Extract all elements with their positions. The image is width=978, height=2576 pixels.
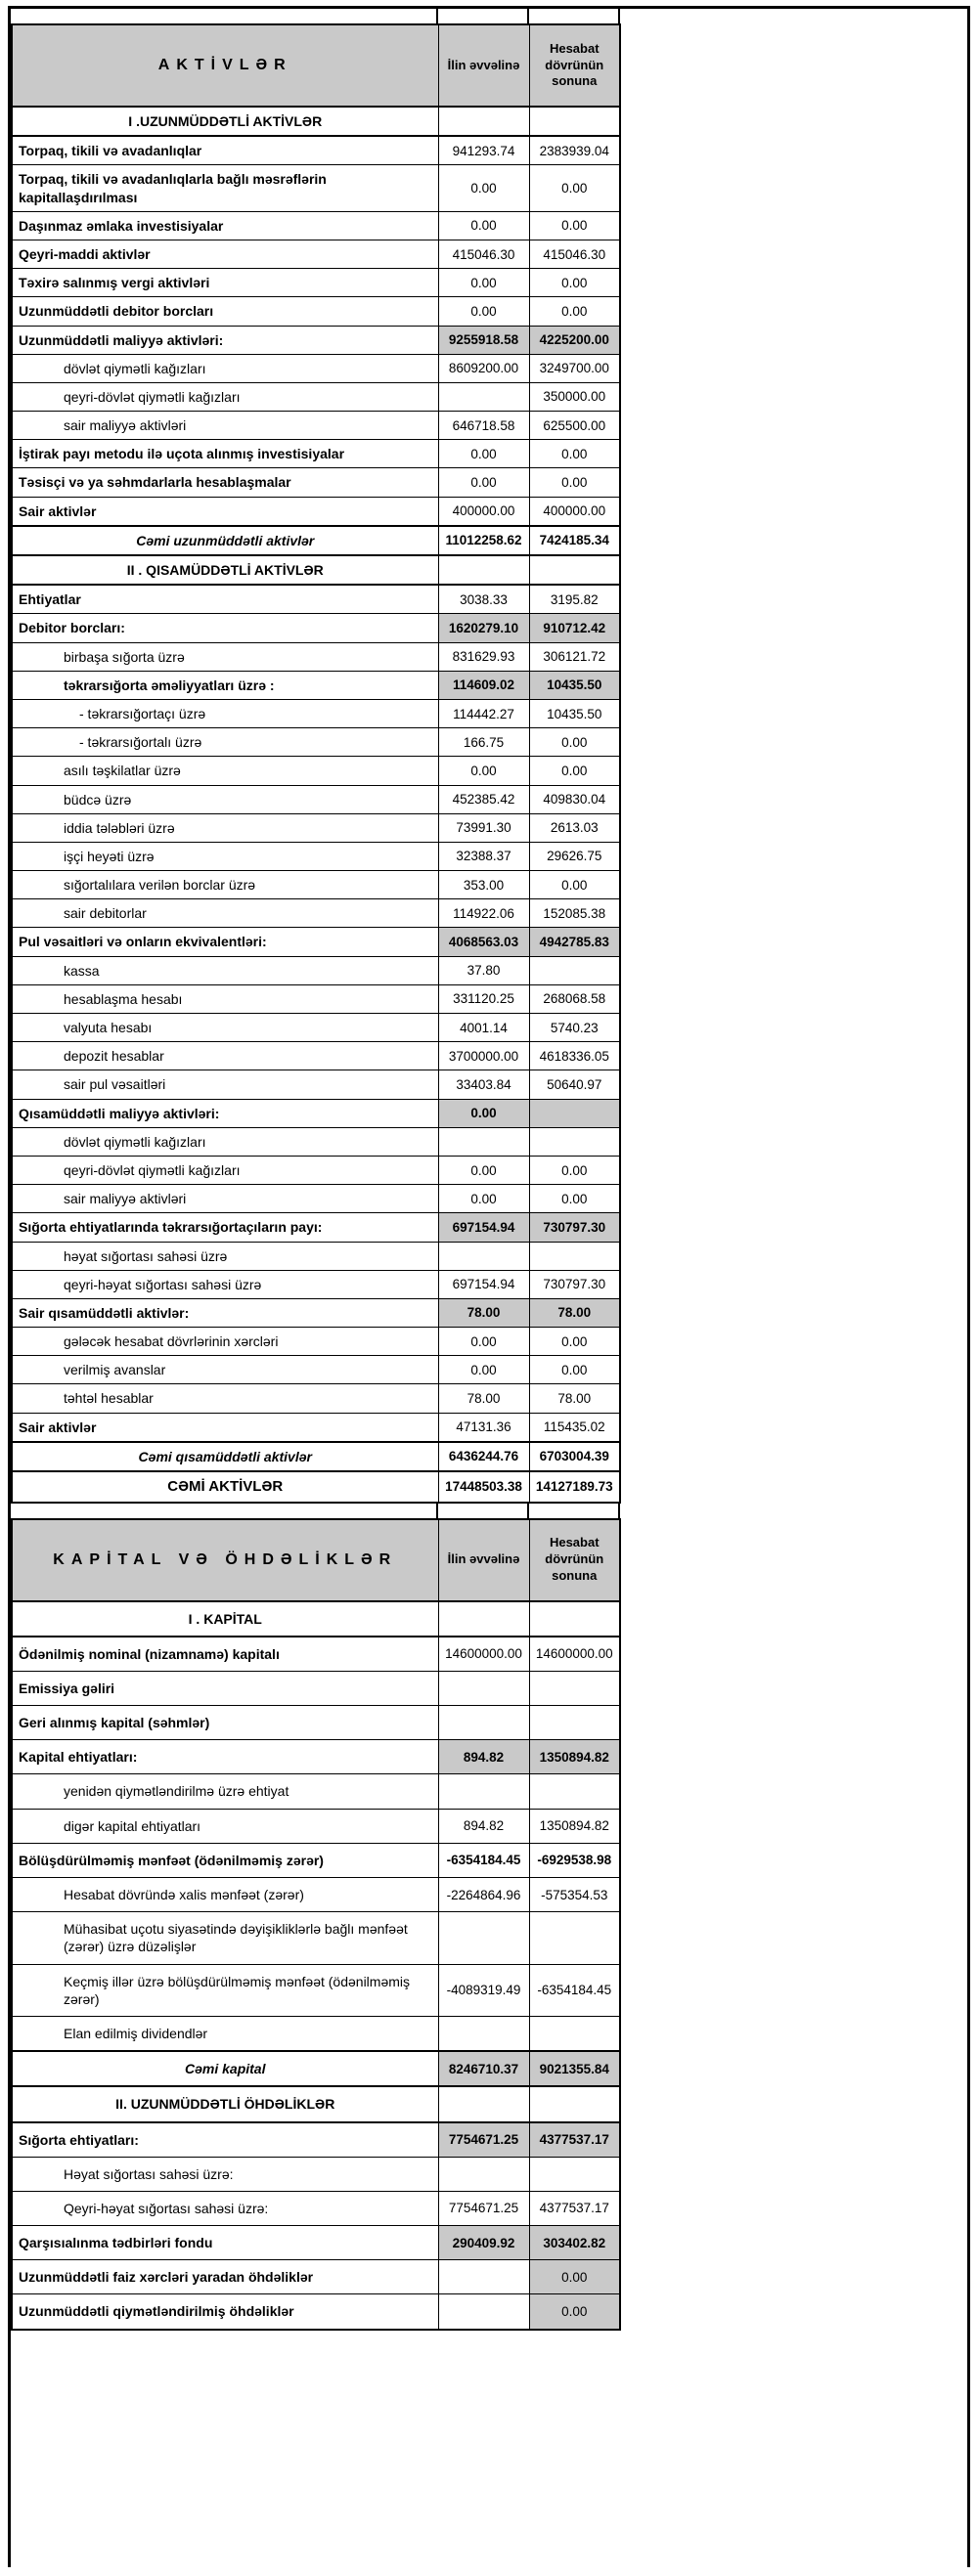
value-cell: 7754671.25 bbox=[438, 2191, 529, 2225]
table-row bbox=[12, 1014, 620, 1042]
value-cell: 17448503.38 bbox=[438, 1471, 529, 1503]
table-row bbox=[12, 136, 620, 165]
value-cell: 78.00 bbox=[529, 1298, 620, 1327]
row-label: Elan edilmiş dividendlər bbox=[12, 2016, 438, 2051]
assets-rows bbox=[12, 107, 620, 1503]
row-label: sığortalılara verilən borclar üzrə bbox=[12, 871, 438, 899]
value-cell: -6354184.45 bbox=[438, 1843, 529, 1877]
table-row bbox=[12, 1740, 620, 1774]
value-cell bbox=[529, 1601, 620, 1637]
value-cell: -2264864.96 bbox=[438, 1878, 529, 1912]
value-cell: 8609200.00 bbox=[438, 354, 529, 382]
value-cell: 697154.94 bbox=[438, 1270, 529, 1298]
table-row bbox=[12, 555, 620, 585]
row-label: dövlət qiymətli kağızları bbox=[12, 354, 438, 382]
table-row bbox=[12, 1042, 620, 1070]
spacer-cell bbox=[528, 9, 619, 23]
value-cell: 115435.02 bbox=[529, 1413, 620, 1442]
value-cell: 9021355.84 bbox=[529, 2051, 620, 2086]
value-cell: 78.00 bbox=[529, 1384, 620, 1413]
value-cell: 114609.02 bbox=[438, 671, 529, 699]
row-label: Uzunmüddətli qiymətləndirilmiş öhdəliklər bbox=[12, 2294, 438, 2330]
row-label: Torpaq, tikili və avadanlıqlarla bağlı məsrəflərin kapitallaşdırılması bbox=[12, 165, 438, 211]
value-cell: -6354184.45 bbox=[529, 1964, 620, 2016]
value-cell: 910712.42 bbox=[529, 614, 620, 642]
page-frame bbox=[8, 6, 970, 2567]
value-cell bbox=[529, 2157, 620, 2191]
table-row bbox=[12, 1213, 620, 1242]
row-label: - təkrarsığortaçı üzrə bbox=[12, 699, 438, 727]
value-cell: 29626.75 bbox=[529, 842, 620, 870]
table-row bbox=[12, 107, 620, 136]
value-cell bbox=[529, 1099, 620, 1127]
row-label: Uzunmüddətli faiz xərcləri yaradan öhdəliklər bbox=[12, 2260, 438, 2294]
value-cell bbox=[529, 1242, 620, 1270]
assets-title: AKTİVLƏR bbox=[12, 24, 438, 107]
value-cell: 4942785.83 bbox=[529, 928, 620, 956]
table-row bbox=[12, 1242, 620, 1270]
table-row bbox=[12, 2122, 620, 2158]
value-cell: 0.00 bbox=[529, 269, 620, 297]
liabilities-header-row bbox=[12, 1519, 620, 1601]
row-label: valyuta hesabı bbox=[12, 1014, 438, 1042]
liabilities-title: KAPİTAL VƏ ÖHDƏLİKLƏR bbox=[12, 1519, 438, 1601]
row-label: Qeyri-həyat sığortası sahəsi üzrə: bbox=[12, 2191, 438, 2225]
table-row bbox=[12, 642, 620, 671]
row-label: təkrarsığorta əməliyyatları üzrə : bbox=[12, 671, 438, 699]
row-label: hesablaşma hesabı bbox=[12, 984, 438, 1013]
value-cell: 0.00 bbox=[438, 1328, 529, 1356]
value-cell: 941293.74 bbox=[438, 136, 529, 165]
row-label: Sair aktivlər bbox=[12, 1413, 438, 1442]
spacer-cell bbox=[437, 1504, 528, 1518]
row-label: sair maliyyə aktivləri bbox=[12, 412, 438, 440]
value-cell: 32388.37 bbox=[438, 842, 529, 870]
row-label: Sair qısamüddətli aktivlər: bbox=[12, 1298, 438, 1327]
row-label: sair pul vəsaitləri bbox=[12, 1070, 438, 1099]
value-cell: 7424185.34 bbox=[529, 526, 620, 555]
row-label: iddia tələbləri üzrə bbox=[12, 813, 438, 842]
table-row bbox=[12, 2086, 620, 2121]
value-cell: 625500.00 bbox=[529, 412, 620, 440]
value-cell bbox=[529, 956, 620, 984]
table-row bbox=[12, 871, 620, 899]
value-cell bbox=[438, 1774, 529, 1809]
value-cell: 730797.30 bbox=[529, 1270, 620, 1298]
row-label: Daşınmaz əmlaka investisiyalar bbox=[12, 211, 438, 240]
value-cell: 894.82 bbox=[438, 1809, 529, 1843]
table-row bbox=[12, 1964, 620, 2016]
value-cell: 0.00 bbox=[438, 297, 529, 326]
row-label: Cəmi qısamüddətli aktivlər bbox=[12, 1442, 438, 1471]
row-label: dövlət qiymətli kağızları bbox=[12, 1127, 438, 1156]
table-row bbox=[12, 1878, 620, 1912]
row-label: qeyri-dövlət qiymətli kağızları bbox=[12, 1156, 438, 1184]
value-cell bbox=[438, 2086, 529, 2121]
row-label: Ödənilmiş nominal (nizamnamə) kapitalı bbox=[12, 1637, 438, 1672]
row-label: Cəmi kapital bbox=[12, 2051, 438, 2086]
value-cell: 3038.33 bbox=[438, 585, 529, 614]
row-label: Geri alınmış kapital (səhmlər) bbox=[12, 1706, 438, 1740]
value-cell: 10435.50 bbox=[529, 671, 620, 699]
value-cell: 2383939.04 bbox=[529, 136, 620, 165]
table-row bbox=[12, 497, 620, 526]
value-cell: 78.00 bbox=[438, 1384, 529, 1413]
table-row bbox=[12, 2294, 620, 2330]
table-row bbox=[12, 354, 620, 382]
value-cell: -6929538.98 bbox=[529, 1843, 620, 1877]
row-label: I .UZUNMÜDDƏTLİ AKTİVLƏR bbox=[12, 107, 438, 136]
table-row bbox=[12, 1843, 620, 1877]
row-label: qeyri-dövlət qiymətli kağızları bbox=[12, 382, 438, 411]
row-label: büdcə üzrə bbox=[12, 785, 438, 813]
table-row bbox=[12, 1671, 620, 1705]
table-row bbox=[12, 2051, 620, 2086]
value-cell: 452385.42 bbox=[438, 785, 529, 813]
value-cell bbox=[438, 2157, 529, 2191]
table-row bbox=[12, 412, 620, 440]
table-row bbox=[12, 1328, 620, 1356]
value-cell: 0.00 bbox=[529, 297, 620, 326]
table-row bbox=[12, 1127, 620, 1156]
row-label: Cəmi uzunmüddətli aktivlər bbox=[12, 526, 438, 555]
value-cell bbox=[438, 1601, 529, 1637]
value-cell bbox=[529, 2086, 620, 2121]
table-row bbox=[12, 1185, 620, 1213]
value-cell: 6703004.39 bbox=[529, 1442, 620, 1471]
table-row bbox=[12, 468, 620, 497]
value-cell: 3700000.00 bbox=[438, 1042, 529, 1070]
value-cell bbox=[438, 1671, 529, 1705]
value-cell: 0.00 bbox=[438, 440, 529, 468]
row-label: Sığorta ehtiyatları: bbox=[12, 2122, 438, 2158]
row-label: Bölüşdürülməmiş mənfəət (ödənilməmiş zərər) bbox=[12, 1843, 438, 1877]
value-cell: 0.00 bbox=[529, 211, 620, 240]
value-cell: 1620279.10 bbox=[438, 614, 529, 642]
value-cell: 4377537.17 bbox=[529, 2122, 620, 2158]
table-row bbox=[12, 2016, 620, 2051]
value-cell: 1350894.82 bbox=[529, 1740, 620, 1774]
value-cell: 415046.30 bbox=[438, 240, 529, 268]
row-label: Sığorta ehtiyatlarında təkrarsığortaçıların payı: bbox=[12, 1213, 438, 1242]
value-cell bbox=[438, 2294, 529, 2330]
row-label: Keçmiş illər üzrə bölüşdürülməmiş mənfəət (ödənilməmiş zərər) bbox=[12, 1964, 438, 2016]
table-row bbox=[12, 757, 620, 785]
value-cell: 4377537.17 bbox=[529, 2191, 620, 2225]
table-row bbox=[12, 526, 620, 555]
value-cell: 306121.72 bbox=[529, 642, 620, 671]
row-label: verilmiş avanslar bbox=[12, 1356, 438, 1384]
value-cell: 409830.04 bbox=[529, 785, 620, 813]
value-cell bbox=[438, 1912, 529, 1964]
value-cell bbox=[529, 107, 620, 136]
table-row bbox=[12, 785, 620, 813]
value-cell bbox=[438, 2016, 529, 2051]
row-label: Sair aktivlər bbox=[12, 497, 438, 526]
value-cell: 0.00 bbox=[438, 468, 529, 497]
value-cell: 290409.92 bbox=[438, 2226, 529, 2260]
table-row bbox=[12, 211, 620, 240]
value-cell: 0.00 bbox=[529, 1328, 620, 1356]
assets-table bbox=[11, 23, 621, 1504]
row-label: digər kapital ehtiyatları bbox=[12, 1809, 438, 1843]
row-label: Torpaq, tikili və avadanlıqlar bbox=[12, 136, 438, 165]
row-label: I . KAPİTAL bbox=[12, 1601, 438, 1637]
spacer-cell bbox=[437, 9, 528, 23]
table-row bbox=[12, 2226, 620, 2260]
table-row bbox=[12, 2157, 620, 2191]
value-cell: 5740.23 bbox=[529, 1014, 620, 1042]
liabilities-rows bbox=[12, 1601, 620, 2330]
table-row bbox=[12, 326, 620, 354]
value-cell: 114922.06 bbox=[438, 899, 529, 928]
value-cell: 10435.50 bbox=[529, 699, 620, 727]
table-row bbox=[12, 1637, 620, 1672]
value-cell: 8246710.37 bbox=[438, 2051, 529, 2086]
value-cell: 0.00 bbox=[529, 2260, 620, 2294]
row-label: Qeyri-maddi aktivlər bbox=[12, 240, 438, 268]
value-cell: 4225200.00 bbox=[529, 326, 620, 354]
liabilities-strip bbox=[11, 1504, 620, 1518]
value-cell: 0.00 bbox=[529, 728, 620, 757]
value-cell: 114442.27 bbox=[438, 699, 529, 727]
value-cell: 331120.25 bbox=[438, 984, 529, 1013]
value-cell: 0.00 bbox=[529, 757, 620, 785]
table-row bbox=[12, 165, 620, 211]
row-label: kassa bbox=[12, 956, 438, 984]
table-row bbox=[12, 984, 620, 1013]
table-row bbox=[12, 440, 620, 468]
value-cell: 3249700.00 bbox=[529, 354, 620, 382]
value-cell: 14600000.00 bbox=[529, 1637, 620, 1672]
value-cell: 3195.82 bbox=[529, 585, 620, 614]
row-label: depozit hesablar bbox=[12, 1042, 438, 1070]
value-cell: 73991.30 bbox=[438, 813, 529, 842]
table-row bbox=[12, 1912, 620, 1964]
table-row bbox=[12, 1809, 620, 1843]
value-cell: 0.00 bbox=[529, 1356, 620, 1384]
table-row bbox=[12, 1413, 620, 1442]
value-cell: 0.00 bbox=[438, 757, 529, 785]
table-row bbox=[12, 240, 620, 268]
table-row bbox=[12, 671, 620, 699]
value-cell: 400000.00 bbox=[529, 497, 620, 526]
value-cell bbox=[438, 1242, 529, 1270]
row-label: II. UZUNMÜDDƏTLİ ÖHDƏLİKLƏR bbox=[12, 2086, 438, 2121]
table-row bbox=[12, 1471, 620, 1503]
value-cell bbox=[529, 555, 620, 585]
row-label: Kapital ehtiyatları: bbox=[12, 1740, 438, 1774]
spacer-blank bbox=[11, 9, 437, 23]
assets-header-row bbox=[12, 24, 620, 107]
value-cell: 0.00 bbox=[529, 1156, 620, 1184]
row-label: Qarşısıalınma tədbirləri fondu bbox=[12, 2226, 438, 2260]
value-cell: -575354.53 bbox=[529, 1878, 620, 1912]
row-label: qeyri-həyat sığortası sahəsi üzrə bbox=[12, 1270, 438, 1298]
value-cell: 4001.14 bbox=[438, 1014, 529, 1042]
value-cell: 0.00 bbox=[438, 269, 529, 297]
value-cell: 4618336.05 bbox=[529, 1042, 620, 1070]
spacer-cell bbox=[528, 1504, 619, 1518]
value-cell: 730797.30 bbox=[529, 1213, 620, 1242]
row-label: yenidən qiymətləndirilmə üzrə ehtiyat bbox=[12, 1774, 438, 1809]
col-header-begin-of-year: İlin əvvəlinə bbox=[438, 1519, 529, 1601]
value-cell: 350000.00 bbox=[529, 382, 620, 411]
value-cell: 0.00 bbox=[438, 1356, 529, 1384]
table-row bbox=[12, 1070, 620, 1099]
value-cell bbox=[438, 107, 529, 136]
row-label: Təxirə salınmış vergi aktivləri bbox=[12, 269, 438, 297]
liabilities-table bbox=[11, 1518, 621, 2331]
value-cell: 50640.97 bbox=[529, 1070, 620, 1099]
value-cell bbox=[529, 1671, 620, 1705]
value-cell: 14127189.73 bbox=[529, 1471, 620, 1503]
table-row bbox=[12, 2260, 620, 2294]
value-cell: 0.00 bbox=[438, 1156, 529, 1184]
col-header-end-of-period: Hesabat dövrünün sonuna bbox=[529, 1519, 620, 1601]
table-row bbox=[12, 614, 620, 642]
value-cell: 0.00 bbox=[438, 165, 529, 211]
value-cell: 697154.94 bbox=[438, 1213, 529, 1242]
value-cell: 400000.00 bbox=[438, 497, 529, 526]
row-label: gələcək hesabat dövrlərinin xərcləri bbox=[12, 1328, 438, 1356]
table-row bbox=[12, 297, 620, 326]
row-label: Uzunmüddətli debitor borcları bbox=[12, 297, 438, 326]
col-header-end-of-period: Hesabat dövrünün sonuna bbox=[529, 24, 620, 107]
value-cell: 33403.84 bbox=[438, 1070, 529, 1099]
value-cell: 646718.58 bbox=[438, 412, 529, 440]
row-label: Qısamüddətli maliyyə aktivləri: bbox=[12, 1099, 438, 1127]
row-label: Debitor borcları: bbox=[12, 614, 438, 642]
table-row bbox=[12, 1270, 620, 1298]
assets-strip bbox=[11, 9, 620, 23]
value-cell: 37.80 bbox=[438, 956, 529, 984]
table-row bbox=[12, 928, 620, 956]
value-cell: 0.00 bbox=[438, 1185, 529, 1213]
value-cell: 4068563.03 bbox=[438, 928, 529, 956]
table-row bbox=[12, 1442, 620, 1471]
value-cell: 0.00 bbox=[529, 871, 620, 899]
value-cell: 14600000.00 bbox=[438, 1637, 529, 1672]
value-cell: 1350894.82 bbox=[529, 1809, 620, 1843]
row-label: Uzunmüddətli maliyyə aktivləri: bbox=[12, 326, 438, 354]
value-cell: 47131.36 bbox=[438, 1413, 529, 1442]
value-cell: 166.75 bbox=[438, 728, 529, 757]
table-row bbox=[12, 728, 620, 757]
row-label: sair debitorlar bbox=[12, 899, 438, 928]
table-row bbox=[12, 585, 620, 614]
row-label: birbaşa sığorta üzrə bbox=[12, 642, 438, 671]
value-cell: 6436244.76 bbox=[438, 1442, 529, 1471]
table-row bbox=[12, 382, 620, 411]
value-cell: 78.00 bbox=[438, 1298, 529, 1327]
value-cell: 303402.82 bbox=[529, 2226, 620, 2260]
row-label: Hesabat dövründə xalis mənfəət (zərər) bbox=[12, 1878, 438, 1912]
table-row bbox=[12, 1706, 620, 1740]
value-cell bbox=[438, 555, 529, 585]
value-cell: 268068.58 bbox=[529, 984, 620, 1013]
value-cell: 415046.30 bbox=[529, 240, 620, 268]
row-label: Ehtiyatlar bbox=[12, 585, 438, 614]
spacer-row bbox=[11, 1504, 619, 1518]
value-cell bbox=[438, 2260, 529, 2294]
row-label: Pul vəsaitləri və onların ekvivalentləri: bbox=[12, 928, 438, 956]
table-row bbox=[12, 269, 620, 297]
table-row bbox=[12, 1774, 620, 1809]
table-row bbox=[12, 1384, 620, 1413]
table-row bbox=[12, 1356, 620, 1384]
value-cell: 7754671.25 bbox=[438, 2122, 529, 2158]
value-cell: 0.00 bbox=[529, 440, 620, 468]
table-row bbox=[12, 2191, 620, 2225]
value-cell: 0.00 bbox=[529, 1185, 620, 1213]
value-cell: 9255918.58 bbox=[438, 326, 529, 354]
value-cell bbox=[529, 1127, 620, 1156]
spacer-row bbox=[11, 9, 619, 23]
row-label: işçi heyəti üzrə bbox=[12, 842, 438, 870]
value-cell: 831629.93 bbox=[438, 642, 529, 671]
table-row bbox=[12, 842, 620, 870]
value-cell: 152085.38 bbox=[529, 899, 620, 928]
value-cell bbox=[438, 1127, 529, 1156]
table-row bbox=[12, 1156, 620, 1184]
table-row bbox=[12, 699, 620, 727]
value-cell: 0.00 bbox=[529, 165, 620, 211]
value-cell: 894.82 bbox=[438, 1740, 529, 1774]
row-label: - təkrarsığortalı üzrə bbox=[12, 728, 438, 757]
table-row bbox=[12, 1601, 620, 1637]
value-cell bbox=[438, 382, 529, 411]
table-row bbox=[12, 956, 620, 984]
table-row bbox=[12, 1298, 620, 1327]
row-label: sair maliyyə aktivləri bbox=[12, 1185, 438, 1213]
row-label: II . QISAMÜDDƏTLİ AKTİVLƏR bbox=[12, 555, 438, 585]
table-row bbox=[12, 1099, 620, 1127]
value-cell bbox=[529, 2016, 620, 2051]
value-cell: 2613.03 bbox=[529, 813, 620, 842]
row-label: Həyat sığortası sahəsi üzrə: bbox=[12, 2157, 438, 2191]
value-cell: 0.00 bbox=[438, 211, 529, 240]
table-row bbox=[12, 899, 620, 928]
col-header-begin-of-year: İlin əvvəlinə bbox=[438, 24, 529, 107]
value-cell: -4089319.49 bbox=[438, 1964, 529, 2016]
value-cell bbox=[438, 1706, 529, 1740]
value-cell: 0.00 bbox=[529, 2294, 620, 2330]
value-cell: 0.00 bbox=[529, 468, 620, 497]
row-label: İştirak payı metodu ilə uçota alınmış investisiyalar bbox=[12, 440, 438, 468]
value-cell bbox=[529, 1912, 620, 1964]
value-cell bbox=[529, 1774, 620, 1809]
row-label: Emissiya gəliri bbox=[12, 1671, 438, 1705]
row-label: asılı təşkilatlar üzrə bbox=[12, 757, 438, 785]
value-cell: 353.00 bbox=[438, 871, 529, 899]
value-cell: 11012258.62 bbox=[438, 526, 529, 555]
spacer-blank bbox=[11, 1504, 437, 1518]
row-label: təhtəl hesablar bbox=[12, 1384, 438, 1413]
row-label: Mühasibat uçotu siyasətində dəyişikliklərlə bağlı mənfəət (zərər) üzrə düzəlişlər bbox=[12, 1912, 438, 1964]
table-row bbox=[12, 813, 620, 842]
row-label: həyat sığortası sahəsi üzrə bbox=[12, 1242, 438, 1270]
value-cell: 0.00 bbox=[438, 1099, 529, 1127]
row-label: Təsisçi və ya səhmdarlarla hesablaşmalar bbox=[12, 468, 438, 497]
row-label: CƏMİ AKTİVLƏR bbox=[12, 1471, 438, 1503]
value-cell bbox=[529, 1706, 620, 1740]
